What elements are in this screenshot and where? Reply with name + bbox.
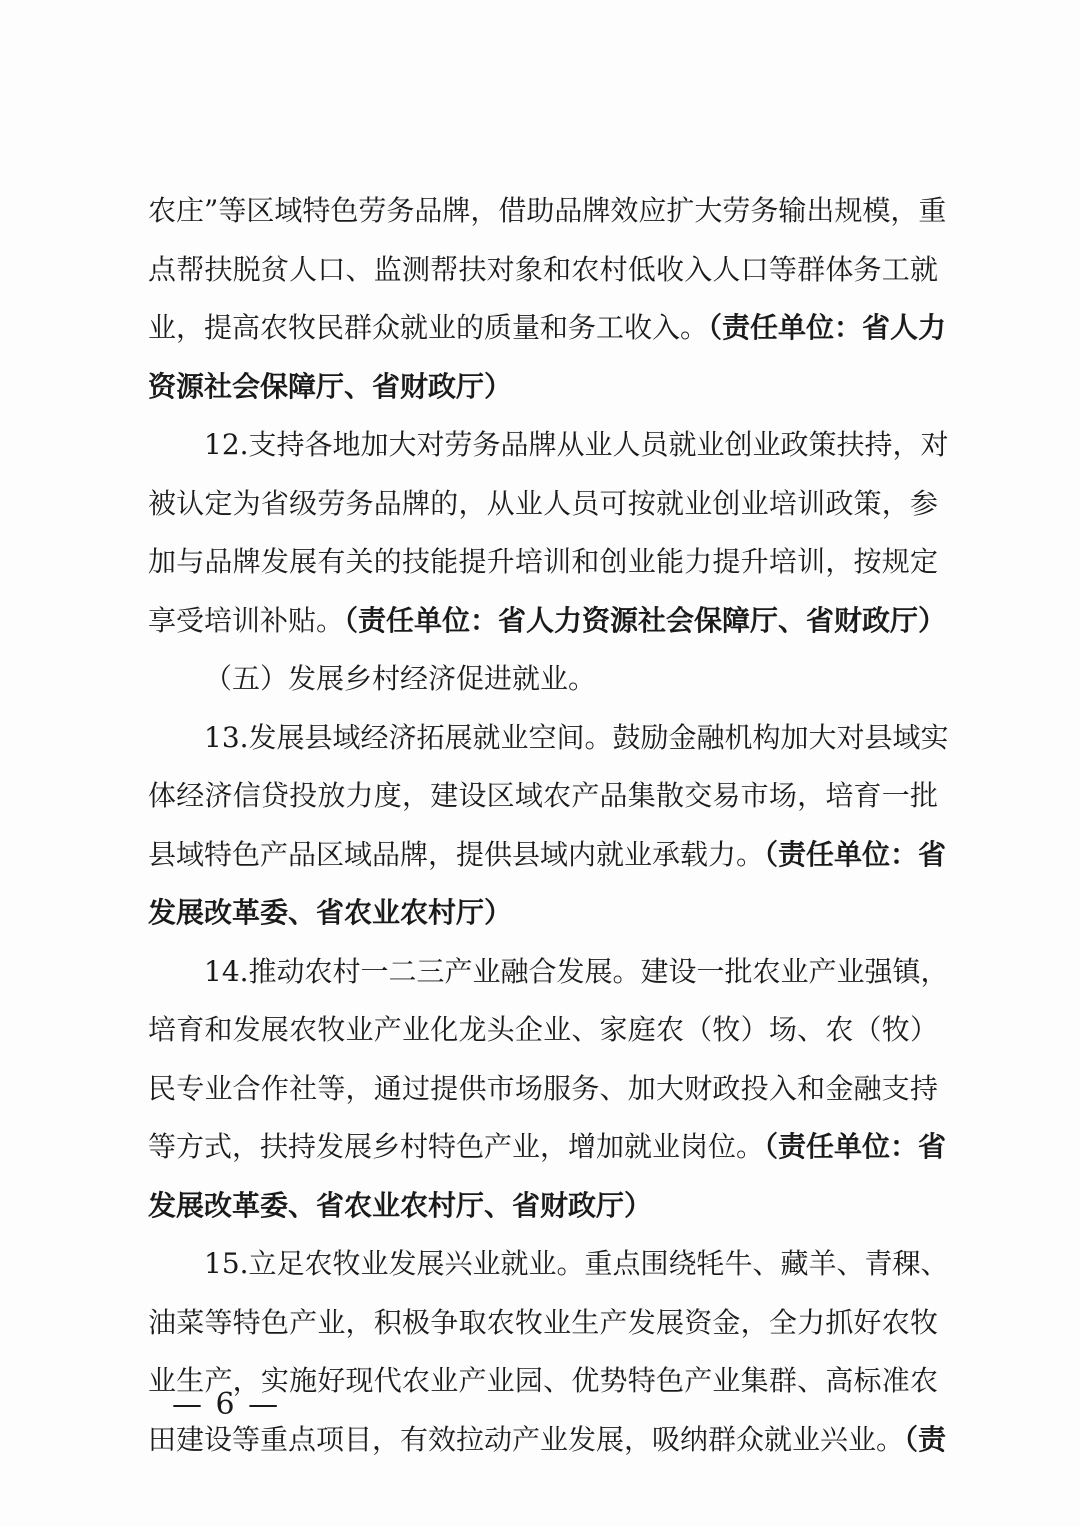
text-segment: 被认定为省级劳务品牌的，从业人员可按就业创业培训政策，参 — [148, 486, 938, 520]
text-segment: 业生产，实施好现代农业产业园、优势特色产业集群、高标准农 — [148, 1364, 938, 1397]
text-segment: 等方式，扶持发展乡村特色产业，增加就业岗位。 — [148, 1130, 765, 1163]
text-segment: 享受培训补贴。 — [148, 603, 345, 637]
responsible-unit-text: 资源社会保障厅、省财政厅） — [148, 369, 513, 403]
text-segment: 油菜等特色产业，积极争取农牧业生产发展资金，全力抓好农牧 — [148, 1305, 938, 1339]
text-line — [148, 1001, 938, 1060]
text-line — [148, 475, 938, 534]
text-segment: 13.发展县域经济拓展就业空间。鼓励金融机构加大对县域实 — [204, 720, 949, 754]
text-line — [148, 1294, 938, 1353]
text-segment: 县域特色产品区域品牌，提供县域内就业承载力。 — [148, 837, 765, 871]
responsible-unit-text: （责 — [904, 1422, 947, 1456]
text-segment: 加与品牌发展有关的技能提升培训和创业能力提升培训，按规定 — [148, 545, 938, 578]
text-line — [148, 358, 938, 417]
text-line — [148, 884, 938, 943]
text-line — [148, 182, 947, 241]
responsible-unit-text: 发展改革委、省农业农村厅、省财政厅） — [148, 1188, 653, 1222]
text-line — [148, 826, 947, 885]
page-number: — 6 — — [172, 1387, 281, 1422]
text-line — [148, 592, 947, 651]
text-line — [148, 1118, 947, 1177]
text-segment: 业，提高农牧民群众就业的质量和务工收入。 — [148, 311, 709, 344]
text-line — [148, 241, 938, 300]
text-segment: 田建设等重点项目，有效拉动产业发展，吸纳群众就业兴业。 — [148, 1422, 905, 1456]
text-line — [148, 1177, 938, 1236]
item-12-first-line — [148, 416, 949, 475]
responsible-unit-text: （责任单位：省人力资源社会保障厅、省财政厅） — [344, 603, 947, 637]
responsible-unit-text: （责任单位：省 — [764, 1130, 947, 1163]
item-13-first-line — [148, 709, 949, 768]
text-line — [148, 767, 938, 826]
text-segment: 12.支持各地加大对劳务品牌从业人员就业创业政策扶持，对 — [204, 428, 949, 461]
text-segment: 点帮扶脱贫人口、监测帮扶对象和农村低收入人口等群体务工就 — [148, 252, 938, 286]
item-15-first-line — [148, 1235, 949, 1294]
text-line — [148, 1060, 938, 1119]
text-segment: 培育和发展农牧业产业化龙头企业、家庭农（牧）场、农（牧） — [148, 1013, 938, 1046]
text-segment: 民专业合作社等，通过提供市场服务、加大财政投入和金融支持 — [148, 1071, 938, 1105]
text-segment: 14.推动农村一二三产业融合发展。建设一批农业产业强镇， — [204, 954, 949, 988]
text-line — [148, 299, 947, 358]
responsible-unit-text: （责任单位：省人力 — [708, 311, 947, 344]
document-body — [148, 182, 949, 1469]
responsible-unit-text: 发展改革委、省农业农村厅） — [148, 896, 513, 929]
text-line — [148, 533, 938, 592]
item-14-first-line — [148, 943, 949, 1002]
section-heading-text: （五）发展乡村经济促进就业。 — [204, 662, 597, 695]
text-segment: 体经济信贷投放力度，建设区域农产品集散交易市场，培育一批 — [148, 779, 938, 812]
text-segment: 农庄”等区域特色劳务品牌，借助品牌效应扩大劳务输出规模，重 — [148, 194, 947, 227]
text-segment: 15.立足农牧业发展兴业就业。重点围绕牦牛、藏羊、青稞、 — [204, 1247, 949, 1280]
responsible-unit-text: （责任单位：省 — [764, 837, 947, 871]
section-heading — [148, 650, 938, 709]
